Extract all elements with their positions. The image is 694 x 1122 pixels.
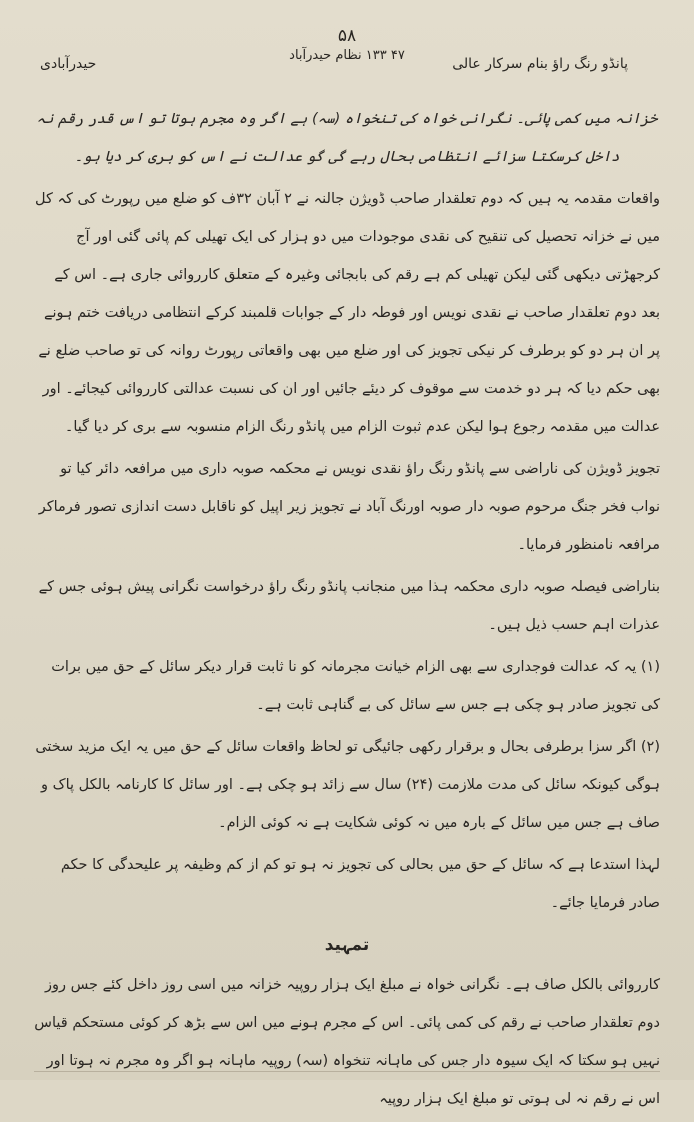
tamheed-paragraph: کارروائی بالکل صاف ہے۔ نگرانی خواہ نے مبلغ ایک ہزار روپیہ خزانہ میں اسی روز داخل کئے جس روز دوم تعلقدار صاحب نے رقم کی کمی پائی۔ اس کے مجرم ہونے میں اس سے بڑھ کر کوئی مستحکم قیاس نہیں ہو سکتا کہ ایک سیوہ دار جس کی ماہانہ تنخواہ (سہ) روپیہ ماہانہ ہو اگر وہ مجرم نہ ہوتا اور اس نے رقم نہ لی ہوتی تو مبلغ ایک ہزار روپیہ <box>34 977 660 1107</box>
case-title: پانڈو رنگ راؤ بنام سرکار عالی <box>452 56 628 72</box>
header-center <box>0 26 694 63</box>
document-body <box>34 100 660 1122</box>
facts-paragraph: واقعات مقدمہ یہ ہیں کہ دوم تعلقدار صاحب ڈویژن جالنہ نے ۲ آبان ۳۲ف کو ضلع میں رپورٹ کی کہ کل میں نے خزانہ تحصیل کی تنقیح کی نقدی موجودات میں دو ہزار کی ایک تھیلی کم پائی گئی اور آج کرجھڑتی دیکھی گئی لیکن تھیلی کم ہے رقم کی بابجائی وغیرہ کے متعلق کارروائی جاری ہے۔ اس کے بعد دوم تعلقدار صاحب نے نقدی نویس اور فوطہ دار کے جوابات قلمبند کرکے انتظامی دریافت ختم ہونے پر ان ہر دو کو برطرف کر نیکی تجویز کی اور ضلع میں بھی واقعاتی رپورٹ روانہ کی تو صاحب ضلع نے بھی حکم دیا کہ ہر دو خدمت سے موقوف کر دیئے جائیں اور ان کی نسبت عدالتی کارروائی کیجائے۔ اور عدالت میں مقدمہ رجوع ہوا لیکن عدم ثبوت الزام میں پانڈو رنگ الزام منسوبہ سے بری کر دیا گیا۔ <box>35 191 660 435</box>
revision-paragraph: بناراضی فیصلہ صوبہ داری محکمہ ہذا میں منجانب پانڈو رنگ راؤ درخواست نگرانی پیش ہوئی جس کے عذرات اہم حسب ذیل ہیں۔ <box>38 579 660 633</box>
page-header <box>0 26 694 82</box>
bottom-rule <box>34 1071 660 1072</box>
running-subject: ۴۷ ۱۳۳ نظام حیدرآباد <box>289 48 405 63</box>
headnote-paragraph: خزانہ میں کمی پائی۔ نگرانی خواہ کی تنخواہ (سہ) ہے اگر وہ مجرم ہوتا تو اس قدر رقم نہ داخل کرسکتا سزائے انتظامی بحال رہے گی گو عدالت نے اس کو بری کر دیا ہو۔ <box>36 111 658 165</box>
judge-label: حیدرآبادی <box>40 56 97 72</box>
ground-2-paragraph: (۲) اگر سزا برطرفی بحال و برقرار رکھی جائیگی تو لحاظ واقعات سائل کے حق میں یہ ایک مزید سختی ہوگی کیونکہ سائل کی مدت ملازمت (۲۴) سال سے زائد ہو چکی ہے۔ اور سائل کا کارنامہ بالکل پاک و صاف ہے جس میں سائل کے بارہ میں نہ کوئی شکایت ہے نہ کوئی الزام۔ <box>35 739 660 831</box>
appeal-paragraph: تجویز ڈویژن کی ناراضی سے پانڈو رنگ راؤ نقدی نویس نے محکمہ صوبہ داری میں مرافعہ دائر کیا تو نواب فخر جنگ مرحوم صوبہ دار صوبہ اورنگ آباد نے تجویز زیر اپیل کو ناقابل دست اندازی تصور فرماکر مرافعہ نامنظور فرمایا۔ <box>38 461 660 553</box>
prayer-paragraph: لہذا استدعا ہے کہ سائل کے حق میں بحالی کی تجویز نہ ہو تو کم از کم وظیفہ پر علیحدگی کا حکم صادر فرمایا جائے۔ <box>60 857 660 911</box>
ground-1-paragraph: (۱) یہ کہ عدالت فوجداری سے بھی الزام خیانت مجرمانہ کو نا ثابت قرار دیکر سائل کے حق میں برات کی تجویز صادر ہو چکی ہے جس سے سائل کی بے گناہی ثابت ہے۔ <box>51 659 660 713</box>
section-heading-tamheed: تمہید <box>324 935 370 955</box>
page-number: ۵۸ <box>337 26 357 46</box>
